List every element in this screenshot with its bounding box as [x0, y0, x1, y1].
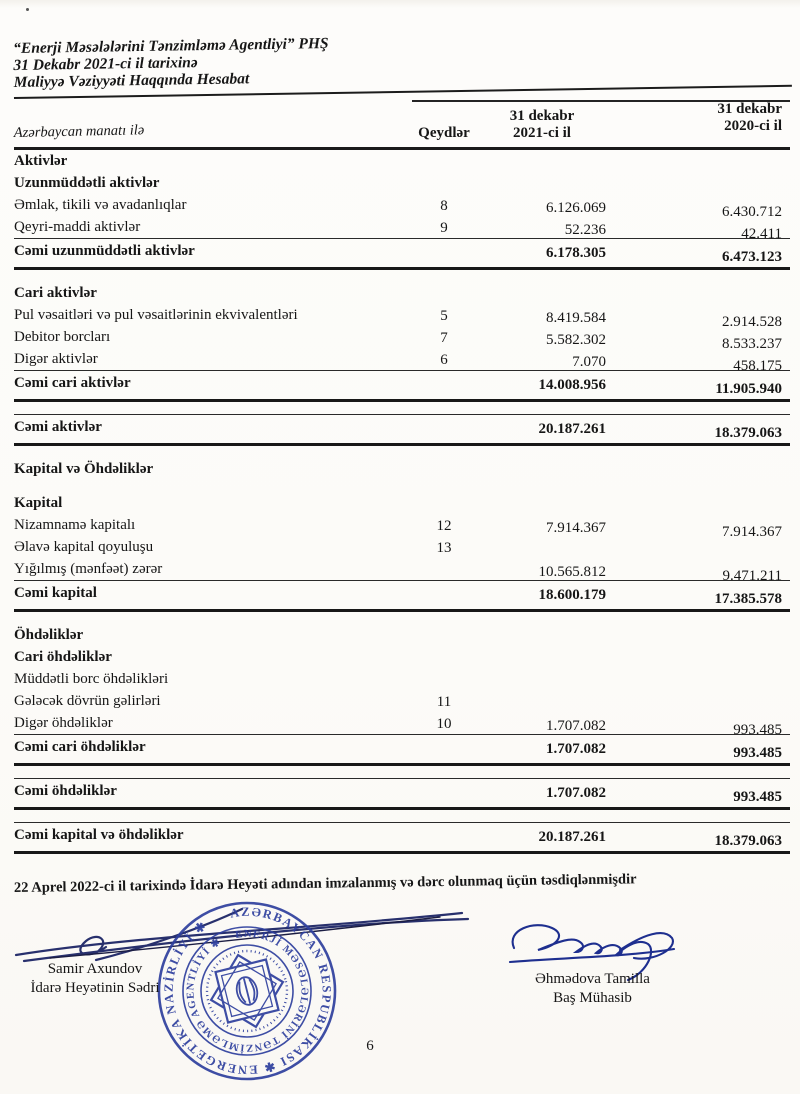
row-value-2021: 1.707.082 [546, 718, 606, 734]
row-label: Cəmi kapital [14, 585, 97, 601]
table-row [14, 493, 790, 514]
signature-right [500, 970, 685, 1008]
row-label: Cari aktivlər [14, 285, 97, 301]
signer-name: Samir Axundov [47, 961, 143, 977]
row-note: 6 [440, 352, 448, 368]
table-gap [14, 766, 790, 778]
row-value-2021: 7.070 [572, 354, 606, 370]
row-note: 12 [436, 518, 452, 534]
table-row [14, 778, 790, 810]
row-note: 9 [440, 220, 448, 236]
table-gap [14, 270, 790, 282]
row-note: 10 [436, 716, 452, 732]
row-note [410, 374, 478, 395]
row-label: Cəmi uzunmüddətli aktivlər [14, 243, 195, 259]
table-row [14, 459, 790, 480]
row-label: Digər öhdəliklər [14, 715, 113, 731]
signature-left [10, 960, 180, 998]
row-value-2020 [606, 543, 790, 565]
table-gap [14, 402, 790, 414]
row-value-2020: 11.905.940 [715, 381, 782, 397]
stamp-inner-text: ENERJİ MƏSƏLƏLƏRİNİ TƏNZİMLƏMƏ AGENTLİYİ ✱ [185, 928, 310, 1053]
official-stamp [152, 896, 342, 1086]
table-row [14, 304, 790, 330]
row-label: Uzunmüddətli aktivlər [14, 175, 160, 191]
row-value-2020: 458.175 [733, 358, 782, 374]
row-label: Nizamnamə kapitalı [14, 517, 136, 533]
approval-statement: 22 Aprel 2022-ci il tarixində İdarə Heyəti adından imzalanmış və dərc olunmaq üçün təsdiqlənmişdir [13, 871, 637, 896]
table-gap [14, 446, 790, 458]
signer-title: Baş Mühasib [553, 990, 632, 1006]
row-label: Cəmi aktivlər [14, 419, 102, 435]
row-label: Kapital və Öhdəliklər [14, 461, 154, 477]
row-label: Yığılmış (mənfəət) zərər [14, 561, 163, 577]
company-name: “Enerji Məsələlərini Tənzimləmə Agentliyi” PHŞ [13, 35, 329, 58]
row-label: Cəmi cari aktivlər [14, 375, 131, 391]
row-label: Cəmi öhdəliklər [14, 783, 117, 799]
row-value-2021: 6.126.069 [546, 200, 606, 216]
table-body [14, 151, 790, 854]
row-value-2020 [606, 697, 790, 719]
row-label: Gələcək dövrün gəlirləri [14, 693, 161, 709]
row-value-2021: 6.178.305 [546, 245, 606, 261]
column-2020-line2: 2020-ci il [724, 118, 782, 134]
report-title: Maliyyə Vəziyyəti Haqqında Hesabat [13, 70, 250, 92]
row-note [410, 418, 478, 439]
column-header-2021 [478, 108, 606, 142]
row-value-2020: 6.430.712 [722, 204, 782, 220]
signer-name: Əhmədova Tamilla [535, 971, 650, 987]
table-row [14, 283, 790, 304]
row-label: Cəmi kapital və öhdəliklər [14, 827, 184, 843]
row-value-2021 [478, 693, 606, 715]
row-note: 8 [440, 198, 448, 214]
row-value-2021: 52.236 [564, 222, 606, 238]
currency-note: Azərbaycan manatı ilə [13, 122, 145, 142]
table-column-header [14, 99, 790, 150]
table-gap [14, 480, 790, 492]
row-note: 5 [440, 308, 448, 324]
table-row [14, 822, 790, 854]
row-label: Digər aktivlər [14, 351, 98, 367]
row-value-2020: 7.914.367 [722, 524, 782, 540]
row-note [410, 826, 478, 847]
row-value-2021: 1.707.082 [546, 785, 606, 801]
row-label: Müddətli borc öhdəlikləri [14, 671, 169, 687]
stamp-outer-text: AZƏRBAYCAN RESPUBLİKASI ✱ ENERGETİKA NAZİRLİYİ ✱ [161, 904, 334, 1077]
row-value-2020: 17.385.578 [714, 591, 782, 607]
table-row [14, 173, 790, 194]
row-note [410, 559, 478, 581]
row-value-2020: 2.914.528 [722, 314, 782, 330]
row-value-2021 [478, 539, 606, 561]
row-label: Qeyri-maddi aktivlər [14, 219, 141, 235]
table-gap [14, 810, 790, 822]
row-label: Debitor borcları [14, 329, 111, 345]
row-note [410, 782, 478, 803]
row-value-2021: 10.565.812 [538, 564, 606, 580]
row-value-2020: 8.533.237 [722, 336, 782, 352]
column-header-notes: Qeydlər [418, 125, 470, 141]
row-value-2020: 993.485 [733, 745, 782, 761]
row-value-2021: 20.187.261 [538, 421, 606, 437]
row-value-2020: 9.471.211 [722, 568, 782, 584]
row-note: 11 [436, 694, 452, 710]
column-header-2020 [606, 101, 790, 135]
column-2021-line1: 31 dekabr [509, 108, 575, 124]
row-value-2020: 993.485 [733, 722, 782, 738]
financial-table [14, 99, 790, 854]
row-note [410, 738, 478, 759]
page-number: 6 [366, 1038, 374, 1054]
table-row [14, 414, 790, 446]
row-value-2020: 18.379.063 [714, 425, 782, 441]
row-label: Pul vəsaitləri və pul vəsaitlərinin ekvivalentləri [14, 307, 298, 323]
row-label: Əmlak, tikili və avadanlıqlar [14, 197, 187, 213]
scan-speck [26, 8, 29, 11]
row-value-2021: 1.707.082 [546, 741, 606, 757]
row-value-2021: 20.187.261 [538, 829, 606, 845]
row-value-2020: 993.485 [733, 789, 782, 805]
row-value-2021 [478, 671, 606, 693]
row-value-2021: 7.914.367 [546, 520, 606, 536]
row-value-2020: 18.379.063 [714, 833, 782, 849]
row-note [410, 669, 478, 691]
signer-title: İdarə Heyətinin Sədri [30, 980, 160, 996]
table-row [14, 194, 790, 220]
table-row [14, 514, 790, 540]
report-header [13, 28, 792, 99]
report-date: 31 Dekabr 2021-ci il tarixinə [13, 54, 198, 75]
row-value-2020: 42.411 [741, 226, 782, 242]
row-label: Cəmi cari öhdəliklər [14, 739, 146, 755]
row-note: 13 [436, 540, 452, 556]
row-note [410, 242, 478, 263]
table-row [14, 151, 790, 172]
row-label: Kapital [14, 495, 63, 511]
row-value-2020: 6.473.123 [722, 249, 782, 265]
row-label: Aktivlər [14, 153, 68, 169]
row-value-2020 [606, 675, 790, 697]
table-row [14, 647, 790, 668]
table-row [14, 625, 790, 646]
row-value-2021: 8.419.584 [546, 310, 606, 326]
row-value-2021: 18.600.179 [538, 587, 606, 603]
column-2020-line1: 31 dekabr [717, 101, 782, 117]
row-value-2021: 5.582.302 [546, 332, 606, 348]
row-note [410, 584, 478, 605]
table-gap [14, 612, 790, 624]
row-label: Cari öhdəliklər [14, 649, 112, 665]
row-note: 7 [440, 330, 448, 346]
row-value-2021: 14.008.956 [538, 377, 606, 393]
column-2021-line2: 2021-ci il [513, 125, 571, 141]
table-row [14, 668, 790, 690]
row-label: Əlavə kapital qoyuluşu [14, 539, 154, 555]
row-label: Öhdəliklər [14, 627, 84, 643]
